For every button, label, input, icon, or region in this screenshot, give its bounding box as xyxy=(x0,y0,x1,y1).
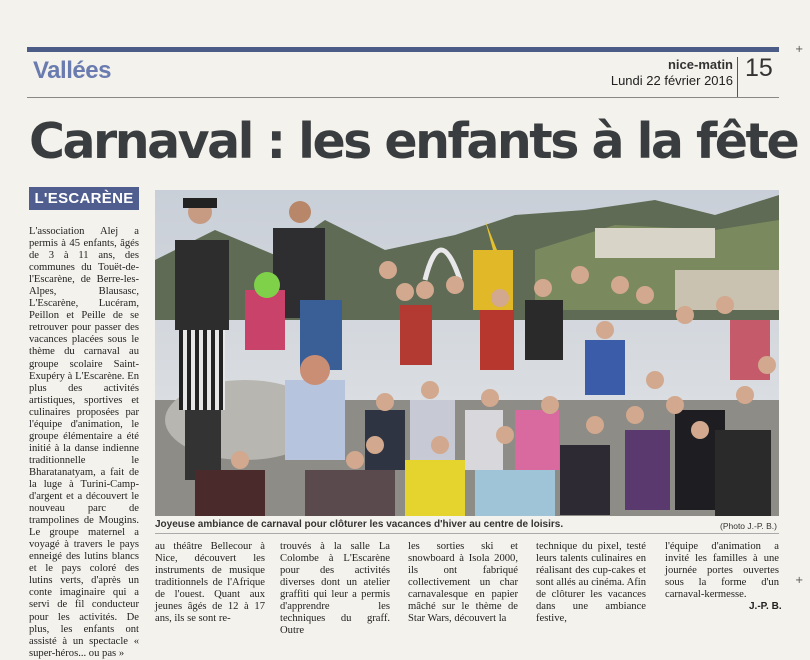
location-label: L'ESCARÈNE xyxy=(29,187,139,210)
page-number: 15 xyxy=(745,54,773,82)
author-signature: J.-P. B. xyxy=(749,601,782,612)
header-divider xyxy=(737,57,738,97)
article-column-6: l'équipe d'animation a invité les familles à une journée portes ouvertes sous la forme d'un carnaval-kermesse. xyxy=(665,541,779,601)
crop-mark: + xyxy=(795,44,804,55)
photo-caption: Joyeuse ambiance de carnaval pour clôturer les vacances d'hiver au centre de loisirs. xyxy=(155,519,564,530)
photo-credit: (Photo J.-P. B.) xyxy=(719,521,777,531)
article-column-2: au théâtre Bellecour à Nice, découvert les instruments de musique traditionnels de l'Afrique de l'ouest. Quant aux jeunes âgés de 12 à 17 ans, ils se sont re- xyxy=(155,541,265,625)
carnival-group-photo xyxy=(155,190,779,516)
article-column-3: trouvés à la salle La Colombe à L'Escarène pour des activités diverses dont un atelier graffiti qui leur a permis d'apprendre les techniques du graff. Outre xyxy=(280,541,390,637)
headline: Carnaval : les enfants à la fête xyxy=(29,113,798,170)
issue-date: Lundi 22 février 2016 xyxy=(610,73,733,88)
header-bar xyxy=(27,47,779,52)
newspaper-name: nice-matin xyxy=(667,57,733,72)
article-column-4: les sorties ski et snowboard à Isola 2000, ils ont fabriqué collectivement un char carnavalesque en papier mâché sur le thème de Star Wars, découvert la xyxy=(408,541,518,625)
article-column-1: L'association Alej a permis à 45 enfants, âgés de 3 à 11 ans, des communes du Touët-de-l'Escarène, de Berre-les-Alpes, Blausasc, L'Escarène, Lucéram, Peillon et Peille de se retrouver pour passer des vacances placées sous le thème du carnaval au groupe scolaire Saint-Exupéry à L'Escarène. En plus des activités artistiques, sportives et culinaires proposées par l'équipe d'animation, le groupe élémentaire a été initié à la danse indienne traditionnelle le Bharatanatyam, a fait de la luge à Turini-Camp-d'argent et a découvert le nouveau parc de trampolines de Mougins. Le groupe maternel a voyagé à travers le pays enneigé des lutins blancs et le pays coloré des lutins verts, d'après un conte imaginaire qui a servi de fil conducteur pour les activités. De plus, les enfants ont assisté à un spectacle « super-héros... ou pas » xyxy=(29,226,139,659)
header-rule xyxy=(27,97,779,98)
article-column-5: technique du pixel, testé leurs talents culinaires en réalisant des cup-cakes et sont allés au cinéma. Afin de clôturer les vacances dans une ambiance festive, xyxy=(536,541,646,625)
section-title: Vallées xyxy=(33,57,111,84)
crop-mark: + xyxy=(795,575,804,586)
caption-rule xyxy=(155,533,779,534)
